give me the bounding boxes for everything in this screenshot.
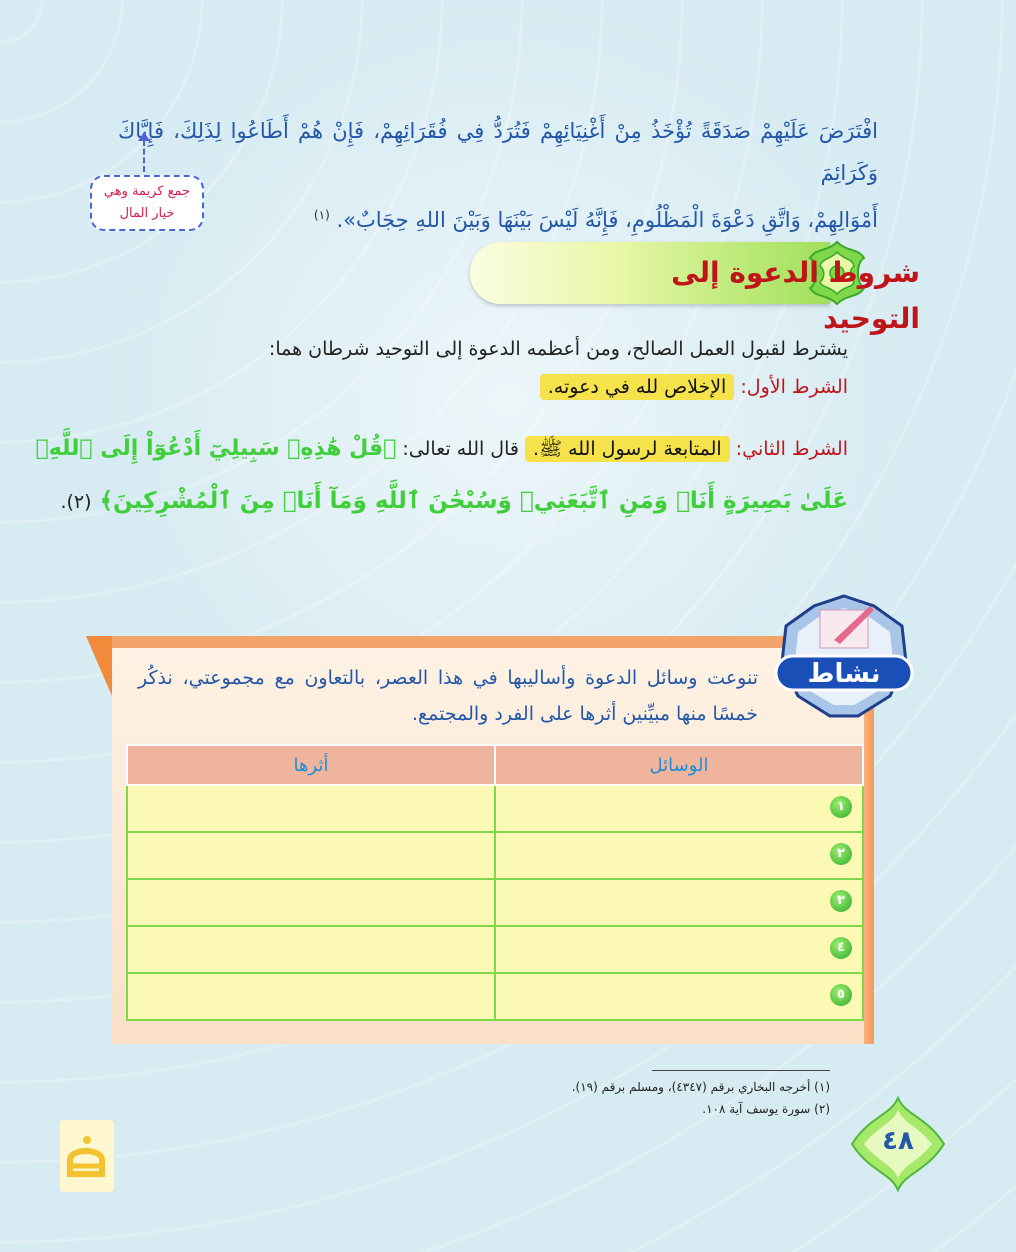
table-row: [127, 785, 863, 832]
footnote-2: (٢) سورة يوسف آية ١٠٨.: [702, 1102, 830, 1116]
second-condition-tail: قال الله تعالى:: [402, 438, 519, 460]
hadith-line-2: [118, 194, 878, 241]
gloss-box: [90, 175, 204, 231]
activity-badge: [774, 592, 914, 722]
means-cell[interactable]: [495, 973, 863, 1020]
header-means: الوسائل: [495, 745, 863, 785]
gloss-line-2: خيار المال: [119, 206, 175, 221]
footnote-ref-2: (٢).: [60, 491, 92, 513]
header-effect: أثرها: [127, 745, 495, 785]
table-row: [127, 926, 863, 973]
gloss-arrow-icon: [143, 140, 147, 172]
hadith-line-2-text: أَمْوَالِهِمْ، وَاتَّقِ دَعْوَةَ الْمَظْلُومِ، فَإِنَّهُ لَيْسَ بَيْنَهَا وَبَيْنَ اللهِ حِجَابٌ».: [336, 208, 878, 232]
effect-cell[interactable]: [127, 926, 495, 973]
effect-cell[interactable]: [127, 879, 495, 926]
verse-line-2: عَلَىٰ بَصِيرَةٍ أَنَا۠ وَمَنِ ٱتَّبَعَنِيۖ وَسُبْحَٰنَ ٱللَّهِ وَمَآ أَنَا۠ مِنَ ٱلْمُشْرِكِينَ﴾: [99, 488, 848, 514]
means-cell[interactable]: [495, 785, 863, 832]
second-condition-label: الشرط الثاني:: [735, 438, 848, 460]
table-row: [127, 879, 863, 926]
intro-text: يشترط لقبول العمل الصالح، ومن أعظمه الدعوة إلى التوحيد شرطان هما:: [268, 338, 848, 360]
effect-cell[interactable]: [127, 785, 495, 832]
second-condition: [36, 436, 848, 465]
effect-cell[interactable]: [127, 832, 495, 879]
first-condition: [540, 376, 848, 398]
verse-line-2-wrap: [60, 488, 848, 514]
first-condition-value: الإخلاص لله في دعوته.: [540, 374, 735, 400]
effect-cell[interactable]: [127, 973, 495, 1020]
means-cell[interactable]: [495, 926, 863, 973]
activity-corner: [86, 636, 112, 696]
publisher-logo-icon: [60, 1120, 114, 1192]
section-title: شروط الدعوة إلى التوحيد: [671, 256, 920, 335]
page-number: ٤٨: [882, 1126, 914, 1156]
row-number: ٤: [830, 937, 852, 959]
footnote-1: (١) أخرجه البخاري برقم (٤٣٤٧)، ومسلم برقم (١٩).: [571, 1080, 830, 1094]
first-condition-label: الشرط الأول:: [740, 376, 848, 398]
row-number: ٢: [830, 843, 852, 865]
table-row: [127, 973, 863, 1020]
row-number: ٣: [830, 890, 852, 912]
gloss-line-1: جمع كريمة وهي: [103, 184, 191, 199]
footnote-divider: [652, 1070, 830, 1071]
activity-badge-label: نشاط: [807, 659, 881, 689]
hadith-quote: [118, 110, 878, 241]
means-cell[interactable]: [495, 832, 863, 879]
activity-side-bar: [864, 684, 874, 1044]
activity-text: تنوعت وسائل الدعوة وأساليبها في هذا العصر، بالتعاون مع مجموعتي، نذكُر خمسًا منها مبيِّنين أثرها على الفرد والمجتمع.: [138, 667, 758, 725]
table-header-row: [127, 745, 863, 785]
hadith-line-1: افْتَرَضَ عَلَيْهِمْ صَدَقَةً تُؤْخَذُ مِنْ أَغْنِيَائِهِمْ فَتُرَدُّ فِي فُقَرَائِهِمْ، فَإِنْ هُمْ أَطَاعُوا لِذَلِكَ، فَإِيَّاكَ وَكَرَائِمَ: [118, 119, 878, 185]
means-cell[interactable]: [495, 879, 863, 926]
table-row: [127, 832, 863, 879]
row-number: ١: [830, 796, 852, 818]
row-number: ٥: [830, 984, 852, 1006]
verse-line-1: ﴿قُلْ هَٰذِهِۦ سَبِيلِيٓ أَدْعُوٓاْ إِلَى ٱللَّهِۚ: [35, 436, 397, 461]
means-table: [126, 744, 864, 1021]
footnote-ref-1: (١): [313, 208, 330, 222]
activity-top-bar: [86, 636, 806, 648]
second-condition-value: المتابعة لرسول الله ﷺ.: [525, 436, 730, 462]
